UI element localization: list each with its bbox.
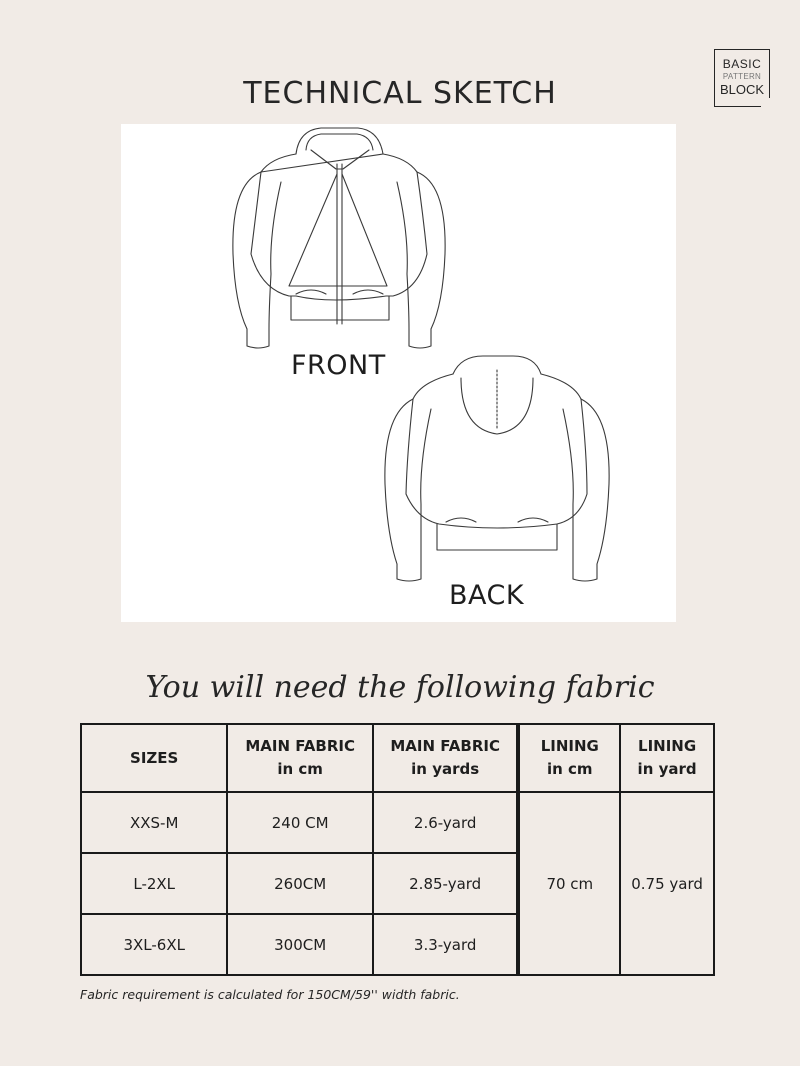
table-header-row bbox=[81, 724, 714, 792]
header-lining-cm-line1: LINING bbox=[540, 737, 599, 755]
main-yards-cell: 3.3-yard bbox=[373, 914, 519, 975]
logo-line-1: BASIC bbox=[722, 57, 762, 71]
page-title: TECHNICAL SKETCH bbox=[243, 76, 557, 111]
lining-cm-cell: 70 cm bbox=[518, 792, 620, 975]
jacket-illustration bbox=[121, 124, 676, 622]
header-main-fabric-yards-line1: MAIN FABRIC bbox=[390, 737, 500, 755]
table-row bbox=[81, 792, 714, 853]
fabric-footnote: Fabric requirement is calculated for 150CM/59'' width fabric. bbox=[80, 987, 460, 1002]
header-lining-cm-line2: in cm bbox=[547, 760, 593, 778]
back-jacket-drawing bbox=[385, 356, 609, 581]
front-jacket-drawing bbox=[233, 128, 445, 348]
main-cm-cell: 240 CM bbox=[227, 792, 373, 853]
header-main-fabric-cm-line2: in cm bbox=[277, 760, 323, 778]
logo-line-3: BLOCK bbox=[719, 82, 765, 97]
header-lining-yard-line1: LINING bbox=[638, 737, 697, 755]
size-cell: L-2XL bbox=[81, 853, 227, 914]
header-lining-yard-line2: in yard bbox=[637, 760, 697, 778]
technical-sketch-panel bbox=[121, 124, 676, 622]
main-yards-cell: 2.6-yard bbox=[373, 792, 519, 853]
header-sizes bbox=[81, 724, 227, 792]
logo-line-2: PATTERN bbox=[722, 72, 762, 81]
size-cell: 3XL-6XL bbox=[81, 914, 227, 975]
header-main-fabric-cm-line1: MAIN FABRIC bbox=[245, 737, 355, 755]
header-main-fabric-yards bbox=[373, 724, 519, 792]
front-view-label: FRONT bbox=[291, 350, 386, 381]
header-main-fabric-cm bbox=[227, 724, 373, 792]
fabric-heading: You will need the following fabric bbox=[145, 670, 655, 705]
size-cell: XXS-M bbox=[81, 792, 227, 853]
back-view-label: BACK bbox=[449, 580, 525, 611]
main-yards-cell: 2.85-yard bbox=[373, 853, 519, 914]
lining-yard-cell: 0.75 yard bbox=[620, 792, 714, 975]
logo-corner-cut bbox=[761, 98, 775, 112]
header-sizes-label: SIZES bbox=[130, 748, 179, 767]
brand-logo bbox=[714, 49, 770, 107]
header-lining-cm bbox=[518, 724, 620, 792]
fabric-requirements-table bbox=[80, 723, 715, 976]
main-cm-cell: 300CM bbox=[227, 914, 373, 975]
main-cm-cell: 260CM bbox=[227, 853, 373, 914]
header-lining-yard bbox=[620, 724, 714, 792]
header-main-fabric-yards-line2: in yards bbox=[411, 760, 480, 778]
